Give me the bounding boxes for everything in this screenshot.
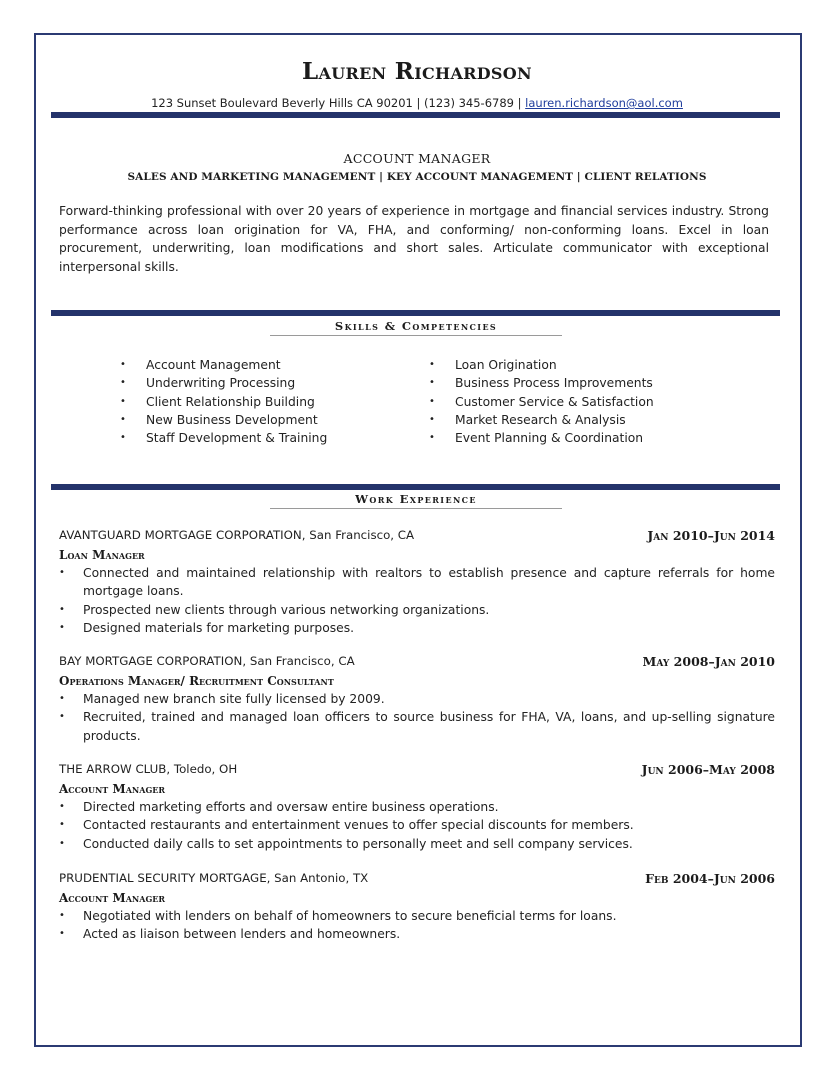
skills-list-left (120, 356, 327, 447)
skill-item: • Customer Service & Satisfaction (429, 393, 654, 411)
skill-item: • Account Management (120, 356, 327, 374)
job-bullets (59, 798, 775, 853)
candidate-name: Lauren Richardson (302, 58, 532, 85)
company-name: AVANTGUARD MORTGAGE CORPORATION, San Francisco, CA (59, 528, 415, 542)
address: 123 Sunset Boulevard Beverly Hills CA 90201 (151, 96, 413, 110)
bullet-item: • Designed materials for marketing purposes. (59, 619, 775, 637)
job-dates: Feb 2004–Jun 2006 (645, 871, 775, 886)
bullet-item: • Acted as liaison between lenders and homeowners. (59, 925, 775, 943)
company-name: BAY MORTGAGE CORPORATION, San Francisco, CA (59, 654, 355, 668)
header-rule (51, 112, 780, 118)
bullet-item: • Directed marketing efforts and oversaw entire business operations. (59, 798, 775, 816)
skills-heading: Skills & Competencies (270, 319, 562, 336)
job-bullets (59, 907, 775, 944)
skill-item: • Client Relationship Building (120, 393, 327, 411)
job-entry (59, 871, 775, 944)
job-title: ACCOUNT MANAGER (343, 151, 491, 166)
bullet-item: • Connected and maintained relationship with realtors to establish presence and capture referrals for home mortgage loans. (59, 564, 775, 601)
job-entry (59, 528, 775, 637)
company-name: THE ARROW CLUB, Toledo, OH (59, 762, 238, 776)
experience-rule (51, 484, 780, 490)
experience-heading: Work Experience (270, 492, 562, 509)
bullet-item: • Contacted restaurants and entertainment venues to offer special discounts for members. (59, 816, 775, 834)
separator: | (412, 96, 425, 110)
phone: (123) 345-6789 (424, 96, 514, 110)
skill-item: • Staff Development & Training (120, 429, 327, 447)
bullet-item: • Negotiated with lenders on behalf of homeowners to secure beneficial terms for loans. (59, 907, 775, 925)
skill-item: • Underwriting Processing (120, 374, 327, 392)
job-dates: Jun 2006–May 2008 (641, 762, 775, 777)
bullet-item: • Recruited, trained and managed loan officers to source business for FHA, VA, loans, and up-selling signature products. (59, 708, 775, 745)
skills-rule (51, 310, 780, 316)
separator: | (513, 96, 526, 110)
job-role: Loan Manager (59, 548, 145, 562)
job-header (59, 654, 775, 672)
bullet-item: • Conducted daily calls to set appointments to personally meet and sell company services. (59, 835, 775, 853)
skill-item: • Loan Origination (429, 356, 654, 374)
skill-item: • Event Planning & Coordination (429, 429, 654, 447)
job-header (59, 871, 775, 889)
job-dates: Jan 2010–Jun 2014 (647, 528, 775, 543)
job-role: Operations Manager/ Recruitment Consultant (59, 674, 334, 688)
skill-item: • Business Process Improvements (429, 374, 654, 392)
company-name: PRUDENTIAL SECURITY MORTGAGE, San Antonio, TX (59, 871, 369, 885)
job-header (59, 528, 775, 546)
specialties: SALES AND MARKETING MANAGEMENT | KEY ACCOUNT MANAGEMENT | CLIENT RELATIONS (127, 171, 707, 183)
job-entry (59, 762, 775, 853)
job-entry (59, 654, 775, 745)
job-bullets (59, 564, 775, 637)
contact-line (0, 96, 834, 110)
bullet-item: • Prospected new clients through various networking organizations. (59, 601, 775, 619)
skills-list-right (429, 356, 654, 447)
job-header (59, 762, 775, 780)
job-bullets (59, 690, 775, 745)
professional-summary: Forward-thinking professional with over 20 years of experience in mortgage and financial services industry. Strong performance across loan origination for VA, FHA, and conforming/ non-conforming loans. Excel in loan procurement, underwriting, loan modifications and short sales. Articulate communicator with exceptional interpersonal skills. (59, 204, 769, 274)
job-dates: May 2008–Jan 2010 (642, 654, 775, 669)
skill-item: • New Business Development (120, 411, 327, 429)
job-role: Account Manager (59, 782, 166, 796)
job-role: Account Manager (59, 891, 166, 905)
email-link[interactable]: lauren.richardson@aol.com (525, 96, 683, 110)
skill-item: • Market Research & Analysis (429, 411, 654, 429)
bullet-item: • Managed new branch site fully licensed by 2009. (59, 690, 775, 708)
